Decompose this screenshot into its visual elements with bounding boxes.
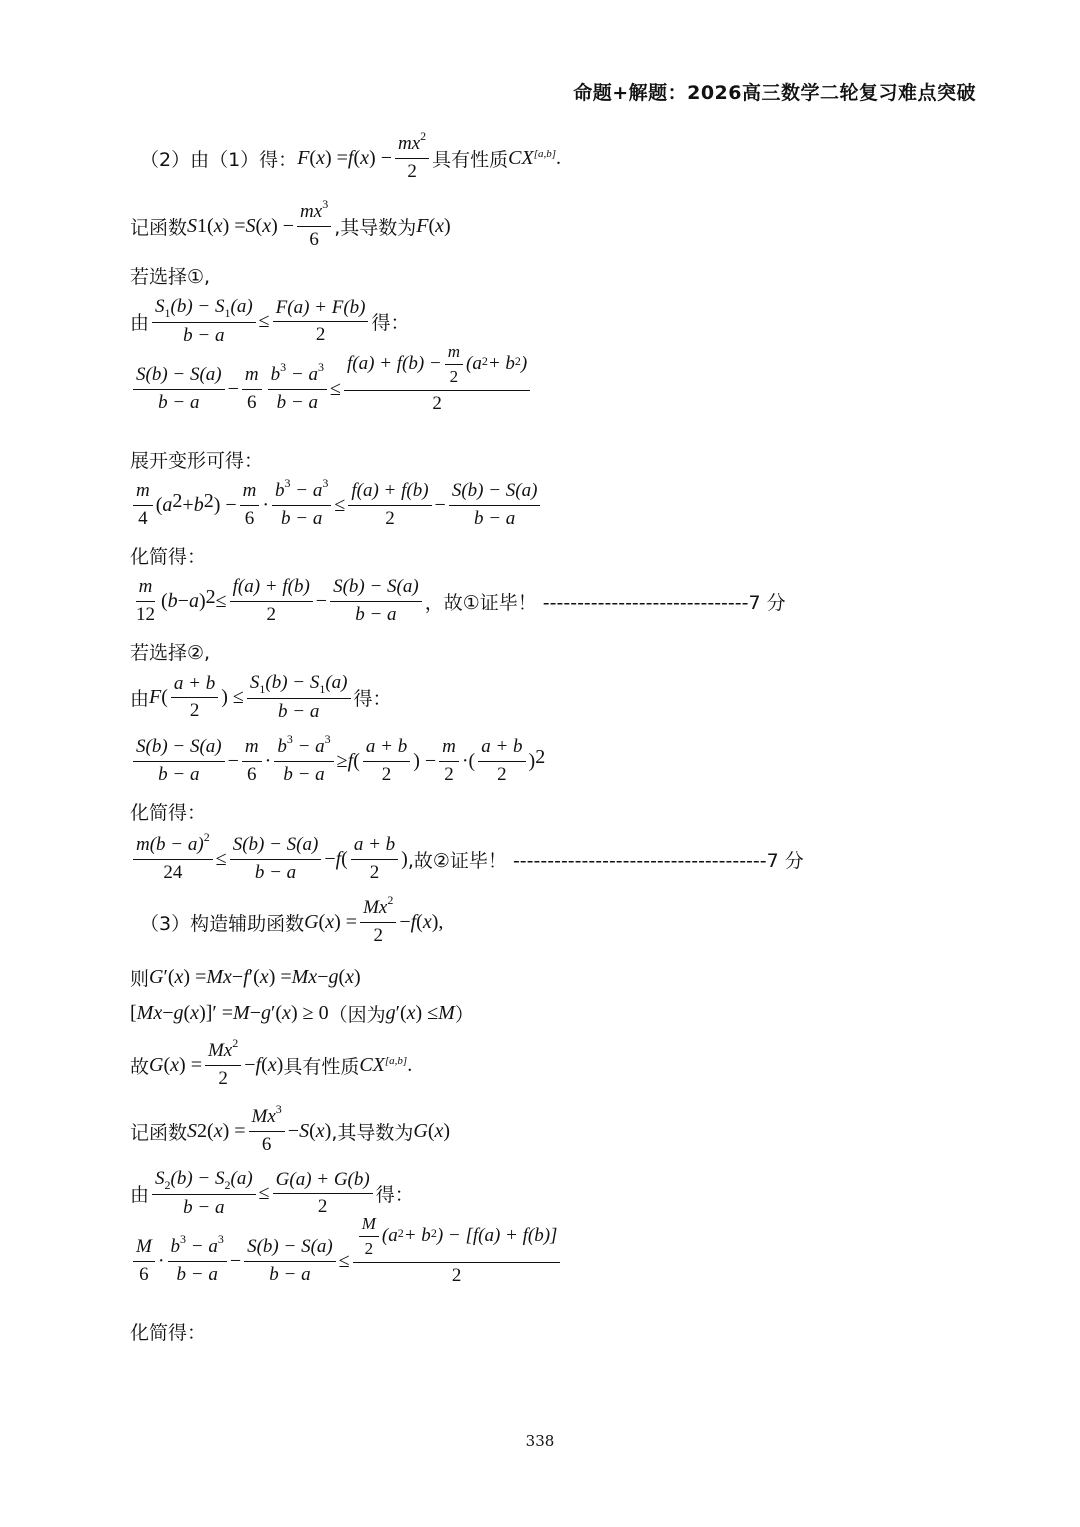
proof2-done: ,故②证毕！ -------------------------------------7 分 (407, 849, 804, 872)
page-header: 命题+解题：2026高三数学二轮复习难点突破 (573, 82, 976, 104)
line-simplify-2: 化简得： (130, 802, 207, 824)
line-simplify-1: 化简得： (130, 546, 207, 568)
line-part3-define-G: （3）构造辅助函数 G ( x ) = $\frac{Mx^2}{2}$ − f ( x ), (140, 893, 444, 946)
line-result-2: $\frac{m(b - a)^2}{24}$ ≤ $\frac{S(b) - S(a)}{b - a}$ − f ( $\frac{a + b}{2}$ ) ,故②证毕！ -------------------------------------7 分 (130, 834, 804, 885)
line-choice1-condition: 由 $\frac{S_1(b) - S_1(a)}{b - a}$ ≤ $\frac{F(a) + F(b)}{2}$ 得： (130, 296, 410, 347)
line-choice2-inequality: $\frac{S(b) - S(a)}{b - a}$ − $\frac{m}{6}$ · $\frac{b^3 - a^3}{b - a}$ ≥ f ( $\frac{a + b}{2}$ ) − $\frac{m}{2}$ ·( $\frac{a + b}{2}$ ) $^2$ (130, 736, 545, 787)
line-part2-property-F: （2）由（1）得： F ( x ) = f ( x ) − $\frac{mx^2}{2}$ 具有性质 CX [a,b] . (140, 129, 562, 182)
page-number: 338 (525, 1432, 555, 1450)
line-define-S1: 记函数 S 1 ( x ) = S ( x ) − $\frac{mx^3}{6}$ ,其导数为 F ( x ) (130, 197, 451, 250)
has-property-label: 具有性质 (432, 148, 509, 171)
line-expand: 展开变形可得： (130, 450, 264, 472)
line-G-property: 故 G ( x ) = $\frac{Mx^2}{2}$ − f ( x ) 具有性质 CX [a,b] . (130, 1036, 413, 1089)
proof1-done: ，故①证毕！ ------------------------------7 分 (424, 591, 786, 614)
line-expanded-inequality: $\frac{m}{4}$ ( a $^2$ + b $^2$ ) − $\frac{m}{6}$ · $\frac{b^3 - a^3}{b - a}$ ≤ $\frac{f(a) + f(b)}{2}$ − $\frac{S(b) - S(a)}{b - a}$ (130, 480, 543, 531)
line-choice1-inequality: $\frac{S(b) - S(a)}{b - a}$ − $\frac{m}{6}$ $\frac{b^3 - a^3}{b - a}$ ≤ f(a) + f(b) − $\frac{m}{2}$ (a $^2$ + b $^2$ ) 2 (130, 364, 533, 416)
line-G-derivative: 则 G ′( x ) = Mx − f ′( x ) = Mx − g ( x ) (130, 966, 361, 990)
line-define-S2: 记函数 S 2 ( x ) = $\frac{Mx^3}{6}$ − S ( x ) ,其导数为 G ( x ) (130, 1102, 451, 1155)
line-S2-condition: 由 $\frac{S_2(b) - S_2(a)}{b - a}$ ≤ $\frac{G(a) + G(b)}{2}$ 得： (130, 1168, 414, 1219)
line-second-derivative: [ Mx − g ( x )]′ = M − g ′( x ) ≥ 0 （因为 g ′( x ) ≤ M ） (130, 1002, 474, 1026)
let-func-label: 记函数 (130, 216, 188, 239)
line-S2-inequality: $\frac{M}{6}$ · $\frac{b^3 - a^3}{b - a}$ − $\frac{S(b) - S(a)}{b - a}$ ≤ $\frac{M}{2}$ (a $^2$ + b $^2$ ) − [f(a) + f(b)] 2 (130, 1236, 563, 1288)
line-choice2-condition: 由 F ( $\frac{a + b}{2}$ ) ≤ $\frac{S_1(b) - S_1(a)}{b - a}$ 得： (130, 672, 392, 723)
part2-intro: （2）由（1）得： (140, 148, 298, 171)
its-derivative-label: ,其导数为 (334, 216, 417, 239)
line-result-1: $\frac{m}{12}$ ( b − a ) $^2$ ≤ $\frac{f(a) + f(b)}{2}$ − $\frac{S(b) - S(a)}{b - a}$ ，故①证毕！ ------------------------------7 分 (136, 576, 786, 625)
line-simplify-3: 化简得： (130, 1322, 207, 1344)
line-choose-1: 若选择①, (130, 266, 211, 288)
line-choose-2: 若选择②, (130, 642, 211, 664)
